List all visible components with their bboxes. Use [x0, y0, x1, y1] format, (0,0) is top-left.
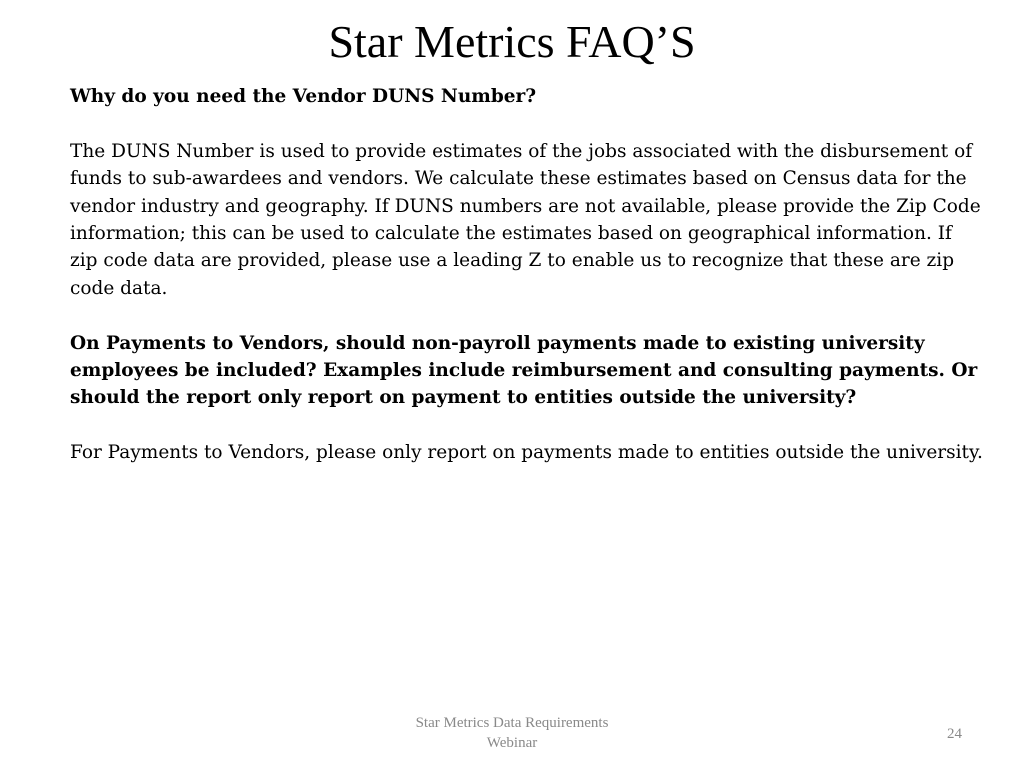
slide-title: Star Metrics FAQ’S: [328, 16, 696, 67]
paragraph-spacer: [70, 412, 985, 439]
faq-answer-2: For Payments to Vendors, please only report on payments made to entities outside the university.: [70, 442, 983, 464]
faq-answer-1: The DUNS Number is used to provide estimates of the jobs associated with the disbursement of funds to sub-awardees and vendors. We calculate these estimates based on Census data for the vendor industry and geography. If DUNS numbers are not available, please provide the Zip Code information; this can be used to calculate the estimates based on geographical information. If zip code data are provided, please use a leading Z to enable us to recognize that these are zip code data.: [70, 140, 981, 299]
faq-content: [70, 83, 985, 467]
faq-question-1: Why do you need the Vendor DUNS Number?: [70, 86, 537, 107]
footer-text-line-2: Webinar: [486, 735, 538, 751]
paragraph-spacer: [70, 110, 985, 137]
paragraph-spacer: [70, 302, 985, 329]
page-number: 24: [947, 726, 962, 742]
footer-text: [352, 713, 672, 753]
footer-text-line-1: Star Metrics Data Requirements: [415, 715, 609, 731]
faq-question-2: On Payments to Vendors, should non-payroll payments made to existing university employees be included? Examples include reimbursement and consulting payments. Or should the report only report on payment to entities outside the university?: [70, 332, 978, 409]
